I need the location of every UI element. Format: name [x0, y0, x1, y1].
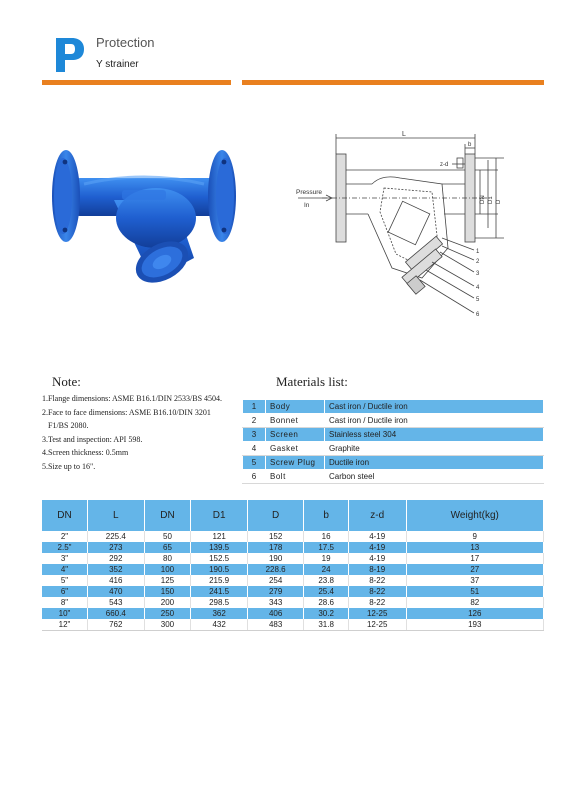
table-cell: 25.4: [304, 586, 349, 597]
callout-1: 1: [476, 249, 480, 255]
table-cell: 30.2: [304, 608, 349, 619]
table-cell: 300: [144, 619, 191, 631]
table-cell: 65: [144, 542, 191, 553]
table-cell: 10": [42, 608, 88, 619]
dim-D-label: D: [496, 199, 502, 204]
table-cell: 470: [88, 586, 144, 597]
dim-b-label: b: [468, 142, 472, 148]
material-name: Graphite: [325, 442, 544, 456]
table-cell: 139.5: [191, 542, 247, 553]
table-cell: 24: [304, 564, 349, 575]
product-subtitle: Y strainer: [96, 59, 139, 70]
table-row: [42, 531, 544, 542]
material-name: Stainless steel 304: [325, 428, 544, 442]
table-cell: 279: [247, 586, 303, 597]
table-cell: 762: [88, 619, 144, 631]
table-cell: 292: [88, 553, 144, 564]
dim-L-label: L: [402, 131, 406, 138]
materials-table: [242, 399, 544, 484]
table-cell: 8": [42, 597, 88, 608]
table-row: [42, 597, 544, 608]
table-cell: 23.8: [304, 575, 349, 586]
table-cell: 254: [247, 575, 303, 586]
in-label: In: [304, 202, 310, 209]
table-header-row: [42, 500, 544, 531]
materials-title: Materials list:: [276, 374, 348, 389]
table-cell: 8-22: [348, 575, 406, 586]
column-header: DN: [42, 500, 88, 531]
table-cell: 13: [406, 542, 543, 553]
table-cell: 4": [42, 564, 88, 575]
table-cell: 31.8: [304, 619, 349, 631]
table-cell: 343: [247, 597, 303, 608]
table-cell: 17: [406, 553, 543, 564]
column-header: z-d: [348, 500, 406, 531]
material-part: Screen: [266, 428, 325, 442]
table-cell: 152.5: [191, 553, 247, 564]
material-part: Bonnet: [266, 414, 325, 428]
table-row: [42, 619, 544, 631]
note-title: Note:: [52, 374, 81, 389]
table-cell: 17.5: [304, 542, 349, 553]
material-part: Screw Plug: [266, 456, 325, 470]
table-row: [243, 470, 544, 484]
column-header: L: [88, 500, 144, 531]
material-name: Cast iron / Ductile iron: [325, 400, 544, 414]
header-divider-right: [242, 80, 544, 85]
column-header: b: [304, 500, 349, 531]
table-cell: 125: [144, 575, 191, 586]
dim-zd-label: z-d: [440, 162, 449, 168]
table-row: [42, 553, 544, 564]
logo-p-icon: [56, 38, 84, 72]
table-cell: 3": [42, 553, 88, 564]
table-cell: 12-25: [348, 619, 406, 631]
header-divider-left: [42, 80, 231, 85]
table-cell: 12": [42, 619, 88, 631]
table-cell: 150: [144, 586, 191, 597]
material-part: Body: [266, 400, 325, 414]
table-row: [42, 564, 544, 575]
table-cell: 100: [144, 564, 191, 575]
material-no: 2: [243, 414, 266, 428]
table-cell: 126: [406, 608, 543, 619]
material-no: 3: [243, 428, 266, 442]
table-cell: 152: [247, 531, 303, 542]
table-cell: 406: [247, 608, 303, 619]
table-cell: 190.5: [191, 564, 247, 575]
table-row: [243, 428, 544, 442]
callout-5: 5: [476, 297, 480, 303]
category-title: Protection: [96, 35, 155, 50]
table-cell: 16: [304, 531, 349, 542]
note-list: [42, 392, 242, 473]
table-cell: 241.5: [191, 586, 247, 597]
table-row: [42, 575, 544, 586]
table-cell: 9: [406, 531, 543, 542]
table-cell: 8-22: [348, 586, 406, 597]
table-cell: 432: [191, 619, 247, 631]
dim-DN-label: DN: [480, 195, 486, 204]
table-cell: 8-19: [348, 564, 406, 575]
table-cell: 50: [144, 531, 191, 542]
material-no: 6: [243, 470, 266, 484]
table-cell: 2": [42, 531, 88, 542]
material-name: Ductile iron: [325, 456, 544, 470]
table-cell: 12-25: [348, 608, 406, 619]
dim-D1-label: D1: [488, 196, 494, 204]
material-name: Carbon steel: [325, 470, 544, 484]
table-cell: 352: [88, 564, 144, 575]
table-cell: 5": [42, 575, 88, 586]
table-cell: 483: [247, 619, 303, 631]
table-cell: 250: [144, 608, 191, 619]
y-strainer-product-image: [44, 140, 244, 300]
table-cell: 193: [406, 619, 543, 631]
table-cell: 37: [406, 575, 543, 586]
table-cell: 6": [42, 586, 88, 597]
table-cell: 660.4: [88, 608, 144, 619]
table-cell: 27: [406, 564, 543, 575]
column-header: DN: [144, 500, 191, 531]
pressure-label: Pressure: [296, 189, 323, 196]
table-cell: 80: [144, 553, 191, 564]
table-cell: 121: [191, 531, 247, 542]
table-row: [42, 586, 544, 597]
table-row: [42, 542, 544, 553]
table-row: [243, 442, 544, 456]
callout-6: 6: [476, 312, 480, 318]
table-cell: 190: [247, 553, 303, 564]
column-header: D: [247, 500, 303, 531]
material-no: 5: [243, 456, 266, 470]
table-cell: 215.9: [191, 575, 247, 586]
material-name: Cast iron / Ductile iron: [325, 414, 544, 428]
table-cell: 362: [191, 608, 247, 619]
column-header: D1: [191, 500, 247, 531]
callout-4: 4: [476, 285, 480, 291]
table-cell: 4-19: [348, 531, 406, 542]
material-no: 4: [243, 442, 266, 456]
note-item: 4.Screen thickness: 0.5mm: [42, 448, 129, 457]
table-row: [243, 400, 544, 414]
note-item: 2.Face to face dimensions: ASME B16.10/DIN 3201: [42, 407, 211, 417]
table-row: [42, 608, 544, 619]
dimensions-table: [42, 500, 544, 631]
table-cell: 2.5": [42, 542, 88, 553]
table-cell: 4-19: [348, 542, 406, 553]
material-part: Bolt: [266, 470, 325, 484]
material-no: 1: [243, 400, 266, 414]
table-cell: 298.5: [191, 597, 247, 608]
column-header: Weight(kg): [406, 500, 543, 531]
table-cell: 19: [304, 553, 349, 564]
table-cell: 8-22: [348, 597, 406, 608]
table-cell: 82: [406, 597, 543, 608]
callout-2: 2: [476, 259, 480, 265]
table-row: [243, 456, 544, 470]
technical-drawing: [292, 128, 544, 324]
note-item: 1.Flange dimensions: ASME B16.1/DIN 2533/BS 4504.: [42, 394, 223, 403]
table-cell: 28.6: [304, 597, 349, 608]
table-cell: 4-19: [348, 553, 406, 564]
table-cell: 178: [247, 542, 303, 553]
note-item: 3.Test and inspection: API 598.: [42, 434, 143, 444]
material-part: Gasket: [266, 442, 325, 456]
table-cell: 228.6: [247, 564, 303, 575]
note-item: F1/BS 2080.: [48, 421, 89, 430]
table-cell: 200: [144, 597, 191, 608]
table-cell: 416: [88, 575, 144, 586]
note-item: 5.Size up to 16".: [42, 461, 96, 471]
table-row: [243, 414, 544, 428]
table-cell: 543: [88, 597, 144, 608]
table-cell: 51: [406, 586, 543, 597]
callout-3: 3: [476, 271, 480, 277]
table-cell: 225.4: [88, 531, 144, 542]
table-cell: 273: [88, 542, 144, 553]
